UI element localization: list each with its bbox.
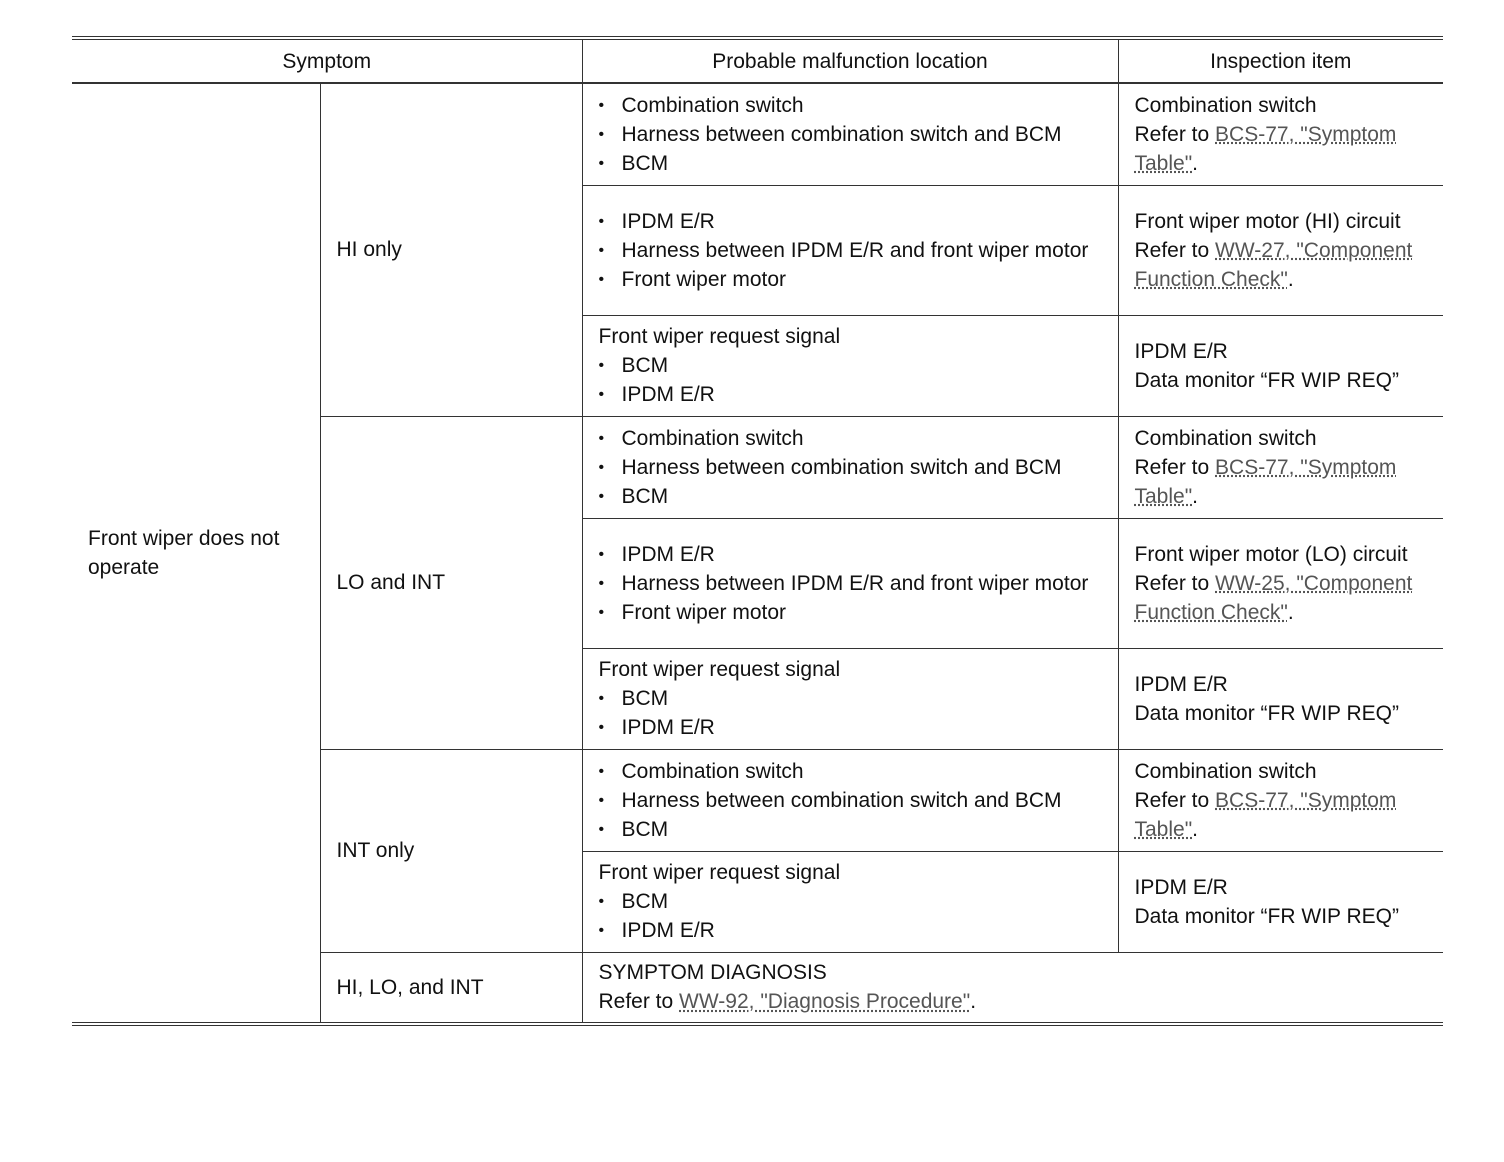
header-symptom: Symptom <box>72 38 582 83</box>
inspection-cell: Combination switch Refer to BCS-77, "Symptom Table". <box>1118 83 1443 185</box>
ww-92-link[interactable]: WW-92, "Diagnosis Procedure" <box>679 990 971 1014</box>
location-cell <box>582 185 1118 315</box>
location-cell <box>582 83 1118 185</box>
list-item: • BCM <box>599 482 1110 511</box>
list-item: • BCM <box>599 149 1110 178</box>
list-item: • BCM <box>599 815 1110 844</box>
list-item: • Harness between combination switch and BCM <box>599 786 1110 815</box>
ww-27-link[interactable]: WW-27, "Component Function Check" <box>1134 238 1413 291</box>
list-item: • IPDM E/R <box>599 916 1110 945</box>
list-item: • BCM <box>599 351 1110 380</box>
list-item: • Harness between combination switch and BCM <box>599 120 1110 149</box>
bcs-77-link[interactable]: BCS-77, "Symptom Table" <box>1134 455 1397 508</box>
list-item: • Combination switch <box>599 91 1110 120</box>
list-item: • IPDM E/R <box>599 713 1110 742</box>
list-item: • Front wiper motor <box>599 598 1110 627</box>
sub-symptom-hi: HI only <box>320 83 582 416</box>
inspection-cell: Combination switch Refer to BCS-77, "Symptom Table". <box>1118 416 1443 518</box>
location-cell: Front wiper request signal • BCM • IPDM E/R <box>582 315 1118 416</box>
location-cell: Front wiper request signal • BCM • IPDM E/R <box>582 851 1118 952</box>
list-item: • Harness between combination switch and BCM <box>599 453 1110 482</box>
sub-symptom-lo: LO and INT <box>320 416 582 749</box>
inspection-cell: Front wiper motor (LO) circuit Refer to WW-25, "Component Function Check". <box>1118 518 1443 648</box>
symptom-table <box>72 36 1443 1026</box>
bcs-77-link[interactable]: BCS-77, "Symptom Table" <box>1134 122 1397 175</box>
sub-symptom-all: HI, LO, and INT <box>320 952 582 1024</box>
location-cell <box>582 518 1118 648</box>
ww-25-link[interactable]: WW-25, "Component Function Check" <box>1134 571 1413 624</box>
list-item: • IPDM E/R <box>599 380 1110 409</box>
main-symptom: Front wiper does not operate <box>72 83 320 1024</box>
list-item: • IPDM E/R <box>599 207 1110 236</box>
inspection-cell: IPDM E/R Data monitor “FR WIP REQ” <box>1118 315 1443 416</box>
list-item: • BCM <box>599 887 1110 916</box>
header-location: Probable malfunction location <box>582 38 1118 83</box>
diagnosis-cell: SYMPTOM DIAGNOSIS Refer to WW-92, "Diagnosis Procedure". <box>582 952 1443 1024</box>
inspection-cell: IPDM E/R Data monitor “FR WIP REQ” <box>1118 851 1443 952</box>
table-row <box>72 83 1443 185</box>
list-item: • IPDM E/R <box>599 540 1110 569</box>
inspection-cell: IPDM E/R Data monitor “FR WIP REQ” <box>1118 648 1443 749</box>
location-cell <box>582 749 1118 851</box>
list-item: • Front wiper motor <box>599 265 1110 294</box>
sub-symptom-int: INT only <box>320 749 582 952</box>
location-cell <box>582 416 1118 518</box>
bcs-77-link[interactable]: BCS-77, "Symptom Table" <box>1134 788 1397 841</box>
location-cell: Front wiper request signal • BCM • IPDM E/R <box>582 648 1118 749</box>
list-item: • Combination switch <box>599 424 1110 453</box>
inspection-cell: Front wiper motor (HI) circuit Refer to WW-27, "Component Function Check". <box>1118 185 1443 315</box>
list-item: • Combination switch <box>599 757 1110 786</box>
list-item: • BCM <box>599 684 1110 713</box>
inspection-cell: Combination switch Refer to BCS-77, "Symptom Table". <box>1118 749 1443 851</box>
header-inspection: Inspection item <box>1118 38 1443 83</box>
header-row <box>72 38 1443 83</box>
list-item: • Harness between IPDM E/R and front wiper motor <box>599 569 1110 598</box>
list-item: • Harness between IPDM E/R and front wiper motor <box>599 236 1110 265</box>
